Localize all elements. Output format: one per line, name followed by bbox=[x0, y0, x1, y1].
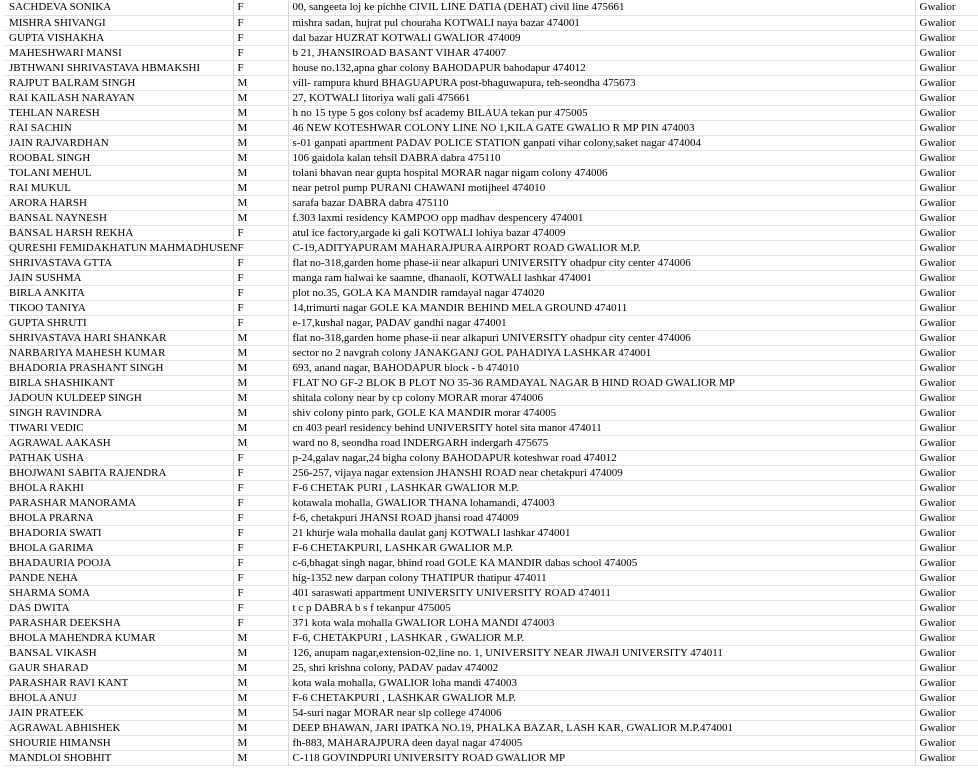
city-cell[interactable]: Gwalior bbox=[915, 690, 978, 705]
city-cell[interactable]: Gwalior bbox=[915, 150, 978, 165]
table-row bbox=[5, 165, 978, 180]
table-row bbox=[5, 255, 978, 270]
table-row bbox=[5, 180, 978, 195]
gender-cell[interactable]: M bbox=[233, 210, 288, 225]
gender-cell[interactable]: F bbox=[233, 315, 288, 330]
name-cell[interactable]: BHOLA ANUJ bbox=[5, 690, 233, 705]
address-cell[interactable]: F-6, CHETAKPURI , LASHKAR , GWALIOR M.P. bbox=[288, 630, 915, 645]
name-cell[interactable]: BHADAURIA POOJA bbox=[5, 555, 233, 570]
city-cell[interactable]: Gwalior bbox=[915, 135, 978, 150]
city-cell[interactable]: Gwalior bbox=[915, 60, 978, 75]
name-cell[interactable]: TIWARI VEDIC bbox=[5, 420, 233, 435]
address-cell[interactable]: sarafa bazar DABRA dabra 475110 bbox=[288, 195, 915, 210]
address-cell[interactable]: shiv colony pinto park, GOLE KA MANDIR morar 474005 bbox=[288, 405, 915, 420]
table-row bbox=[5, 420, 978, 435]
name-cell[interactable]: QURESHI FEMIDAKHATUN MAHMADHUSEN bbox=[5, 240, 233, 255]
name-cell[interactable]: SHOURIE HIMANSH bbox=[5, 735, 233, 750]
city-cell[interactable]: Gwalior bbox=[915, 75, 978, 90]
name-cell[interactable]: MAHESHWARI MANSI bbox=[5, 45, 233, 60]
table-row bbox=[5, 75, 978, 90]
name-cell[interactable]: PANDE NEHA bbox=[5, 570, 233, 585]
table-row bbox=[5, 0, 978, 15]
name-cell[interactable]: RAJPUT BALRAM SINGH bbox=[5, 75, 233, 90]
name-cell[interactable]: BHADORIA PRASHANT SINGH bbox=[5, 360, 233, 375]
table-row bbox=[5, 375, 978, 390]
gender-cell[interactable]: F bbox=[233, 45, 288, 60]
name-cell[interactable]: BANSAL VIKASH bbox=[5, 645, 233, 660]
address-cell[interactable]: DEEP BHAWAN, JARI IPATKA NO.19, PHALKA BAZAR, LASH KAR, GWALIOR M.P.474001 bbox=[288, 720, 915, 735]
city-cell[interactable]: Gwalior bbox=[915, 660, 978, 675]
name-cell[interactable]: BHOLA GARIMA bbox=[5, 540, 233, 555]
gender-cell[interactable]: M bbox=[233, 720, 288, 735]
gender-cell[interactable]: M bbox=[233, 195, 288, 210]
address-cell[interactable]: 27, KOTWALI litoriya wali gali 475661 bbox=[288, 90, 915, 105]
name-cell[interactable]: TIKOO TANIYA bbox=[5, 300, 233, 315]
table-row bbox=[5, 480, 978, 495]
city-cell[interactable]: Gwalior bbox=[915, 735, 978, 750]
table-row bbox=[5, 210, 978, 225]
address-cell[interactable]: mishra sadan, hujrat pul chouraha KOTWALI naya bazar 474001 bbox=[288, 15, 915, 30]
gender-cell[interactable]: F bbox=[233, 480, 288, 495]
table-row bbox=[5, 120, 978, 135]
table-row bbox=[5, 45, 978, 60]
table-row bbox=[5, 285, 978, 300]
city-cell[interactable]: Gwalior bbox=[915, 585, 978, 600]
table-row bbox=[5, 405, 978, 420]
city-cell[interactable]: Gwalior bbox=[915, 105, 978, 120]
city-cell[interactable]: Gwalior bbox=[915, 210, 978, 225]
table-row bbox=[5, 105, 978, 120]
name-cell[interactable]: MANDLOI SHOBHIT bbox=[5, 750, 233, 765]
address-cell[interactable]: shitala colony near by cp colony MORAR morar 474006 bbox=[288, 390, 915, 405]
city-cell[interactable]: Gwalior bbox=[915, 675, 978, 690]
city-cell[interactable]: Gwalior bbox=[915, 465, 978, 480]
name-cell[interactable]: PARASHAR RAVI KANT bbox=[5, 675, 233, 690]
gender-cell[interactable]: F bbox=[233, 240, 288, 255]
address-cell[interactable]: 46 NEW KOTESHWAR COLONY LINE NO 1,KILA GATE GWALIO R MP PIN 474003 bbox=[288, 120, 915, 135]
table-row bbox=[5, 60, 978, 75]
gender-cell[interactable]: M bbox=[233, 75, 288, 90]
table-row bbox=[5, 150, 978, 165]
name-cell[interactable]: JAIN SUSHMA bbox=[5, 270, 233, 285]
name-cell[interactable]: DAS DWITA bbox=[5, 600, 233, 615]
table-row bbox=[5, 600, 978, 615]
gender-cell[interactable]: F bbox=[233, 585, 288, 600]
gender-cell[interactable]: M bbox=[233, 420, 288, 435]
gender-cell[interactable]: F bbox=[233, 615, 288, 630]
gender-cell[interactable]: M bbox=[233, 180, 288, 195]
gender-cell[interactable]: M bbox=[233, 375, 288, 390]
city-cell[interactable]: Gwalior bbox=[915, 405, 978, 420]
address-cell[interactable]: flat no-318,garden home phase-ii near alkapuri UNIVERSITY ohadpur city center 474006 bbox=[288, 330, 915, 345]
table-row bbox=[5, 630, 978, 645]
name-cell[interactable]: ROOBAL SINGH bbox=[5, 150, 233, 165]
address-cell[interactable]: FLAT NO GF-2 BLOK B PLOT NO 35-36 RAMDAYAL NAGAR B HIND ROAD GWALIOR MP bbox=[288, 375, 915, 390]
name-cell[interactable]: AGRAWAL AAKASH bbox=[5, 435, 233, 450]
name-cell[interactable]: BHOLA RAKHI bbox=[5, 480, 233, 495]
gender-cell[interactable]: M bbox=[233, 90, 288, 105]
gender-cell[interactable]: M bbox=[233, 705, 288, 720]
gender-cell[interactable]: M bbox=[233, 660, 288, 675]
address-cell[interactable]: t c p DABRA b s f tekanpur 475005 bbox=[288, 600, 915, 615]
table-body bbox=[5, 0, 978, 765]
gender-cell[interactable]: F bbox=[233, 285, 288, 300]
gender-cell[interactable]: F bbox=[233, 15, 288, 30]
gender-cell[interactable]: M bbox=[233, 690, 288, 705]
city-cell[interactable]: Gwalior bbox=[915, 525, 978, 540]
table-row bbox=[5, 750, 978, 765]
name-cell[interactable]: SHRIVASTAVA GTTA bbox=[5, 255, 233, 270]
name-cell[interactable]: BIRLA SHASHIKANT bbox=[5, 375, 233, 390]
address-cell[interactable]: s-01 ganpati apartment PADAV POLICE STATION ganpati vihar colony,saket nagar 474004 bbox=[288, 135, 915, 150]
name-cell[interactable]: TEHLAN NARESH bbox=[5, 105, 233, 120]
city-cell[interactable]: Gwalior bbox=[915, 285, 978, 300]
table-row bbox=[5, 330, 978, 345]
gender-cell[interactable]: M bbox=[233, 165, 288, 180]
table-row bbox=[5, 450, 978, 465]
name-cell[interactable]: SACHDEVA SONIKA bbox=[5, 0, 233, 15]
address-cell[interactable]: tolani bhavan near gupta hospital MORAR nagar nigam colony 474006 bbox=[288, 165, 915, 180]
city-cell[interactable]: Gwalior bbox=[915, 720, 978, 735]
gender-cell[interactable]: F bbox=[233, 600, 288, 615]
gender-cell[interactable]: M bbox=[233, 150, 288, 165]
table-row bbox=[5, 360, 978, 375]
city-cell[interactable]: Gwalior bbox=[915, 375, 978, 390]
table-row bbox=[5, 345, 978, 360]
name-cell[interactable]: MISHRA SHIVANGI bbox=[5, 15, 233, 30]
address-cell[interactable]: ward no 8, seondha road INDERGARH indergarh 475675 bbox=[288, 435, 915, 450]
table-row bbox=[5, 735, 978, 750]
table-row bbox=[5, 510, 978, 525]
table-row bbox=[5, 555, 978, 570]
gender-cell[interactable]: M bbox=[233, 330, 288, 345]
name-cell[interactable]: TOLANI MEHUL bbox=[5, 165, 233, 180]
table-row bbox=[5, 315, 978, 330]
city-cell[interactable]: Gwalior bbox=[915, 330, 978, 345]
table-row bbox=[5, 690, 978, 705]
city-cell[interactable]: Gwalior bbox=[915, 570, 978, 585]
address-cell[interactable]: house no.132,apna ghar colony BAHODAPUR bahodapur 474012 bbox=[288, 60, 915, 75]
address-cell[interactable]: C-118 GOVINDPURI UNIVERSITY ROAD GWALIOR MP bbox=[288, 750, 915, 765]
address-cell[interactable]: 693, anand nagar, BAHODAPUR block - b 474010 bbox=[288, 360, 915, 375]
city-cell[interactable]: Gwalior bbox=[915, 750, 978, 765]
address-cell[interactable]: e-17,kushal nagar, PADAV gandhi nagar 474001 bbox=[288, 315, 915, 330]
gender-cell[interactable]: F bbox=[233, 540, 288, 555]
table-row bbox=[5, 540, 978, 555]
name-cell[interactable]: BHOLA PRARNA bbox=[5, 510, 233, 525]
address-cell[interactable]: f.303 laxmi residency KAMPOO opp madhav despencery 474001 bbox=[288, 210, 915, 225]
address-cell[interactable]: 106 gaidola kalan tehsil DABRA dabra 475110 bbox=[288, 150, 915, 165]
address-cell[interactable]: h no 15 type 5 gos colony bsf academy BILAUA tekan pur 475005 bbox=[288, 105, 915, 120]
name-cell[interactable]: BANSAL HARSH REKHA bbox=[5, 225, 233, 240]
address-cell[interactable]: dal bazar HUZRAT KOTWALI GWALIOR 474009 bbox=[288, 30, 915, 45]
address-cell[interactable]: plot no.35, GOLA KA MANDIR ramdayal nagar 474020 bbox=[288, 285, 915, 300]
gender-cell[interactable]: F bbox=[233, 450, 288, 465]
address-cell[interactable]: flat no-318,garden home phase-ii near alkapuri UNIVERSITY ohadpur city center 474006 bbox=[288, 255, 915, 270]
address-cell[interactable]: atul ice factory,argade ki gali KOTWALI lohiya bazar 474009 bbox=[288, 225, 915, 240]
gender-cell[interactable]: F bbox=[233, 465, 288, 480]
city-cell[interactable]: Gwalior bbox=[915, 390, 978, 405]
name-cell[interactable]: GUPTA SHRUTI bbox=[5, 315, 233, 330]
address-cell[interactable]: C-19,ADITYAPURAM MAHARAJPURA AIRPORT ROAD GWALIOR M.P. bbox=[288, 240, 915, 255]
table-row bbox=[5, 705, 978, 720]
city-cell[interactable]: Gwalior bbox=[915, 495, 978, 510]
gender-cell[interactable]: M bbox=[233, 750, 288, 765]
table-row bbox=[5, 300, 978, 315]
gender-cell[interactable]: M bbox=[233, 645, 288, 660]
gender-cell[interactable]: M bbox=[233, 435, 288, 450]
name-cell[interactable]: BANSAL NAYNESH bbox=[5, 210, 233, 225]
table-row bbox=[5, 30, 978, 45]
gender-cell[interactable]: F bbox=[233, 0, 288, 15]
address-cell[interactable]: 126, anupam nagar,extension-02,line no. 1, UNIVERSITY NEAR JIWAJI UNIVERSITY 474011 bbox=[288, 645, 915, 660]
address-cell[interactable]: hig-1352 new darpan colony THATIPUR thatipur 474011 bbox=[288, 570, 915, 585]
name-cell[interactable]: ARORA HARSH bbox=[5, 195, 233, 210]
gender-cell[interactable]: F bbox=[233, 570, 288, 585]
name-cell[interactable]: JADOUN KULDEEP SINGH bbox=[5, 390, 233, 405]
gender-cell[interactable]: M bbox=[233, 345, 288, 360]
city-cell[interactable]: Gwalior bbox=[915, 480, 978, 495]
address-cell[interactable]: manga ram halwai ke saamne, dhanaoli, KOTWALI lashkar 474001 bbox=[288, 270, 915, 285]
address-cell[interactable]: F-6 CHETAK PURI , LASHKAR GWALIOR M.P. bbox=[288, 480, 915, 495]
city-cell[interactable]: Gwalior bbox=[915, 435, 978, 450]
city-cell[interactable]: Gwalior bbox=[915, 15, 978, 30]
city-cell[interactable]: Gwalior bbox=[915, 120, 978, 135]
city-cell[interactable]: Gwalior bbox=[915, 600, 978, 615]
table-row bbox=[5, 645, 978, 660]
name-cell[interactable]: NARBARIYA MAHESH KUMAR bbox=[5, 345, 233, 360]
name-cell[interactable]: SHARMA SOMA bbox=[5, 585, 233, 600]
city-cell[interactable]: Gwalior bbox=[915, 255, 978, 270]
city-cell[interactable]: Gwalior bbox=[915, 270, 978, 285]
name-cell[interactable]: BHOJWANI SABITA RAJENDRA bbox=[5, 465, 233, 480]
table-row bbox=[5, 720, 978, 735]
gender-cell[interactable]: M bbox=[233, 120, 288, 135]
gender-cell[interactable]: M bbox=[233, 405, 288, 420]
table-row bbox=[5, 495, 978, 510]
gender-cell[interactable]: M bbox=[233, 105, 288, 120]
city-cell[interactable]: Gwalior bbox=[915, 630, 978, 645]
address-cell[interactable]: p-24,galav nagar,24 bigha colony BAHODAPUR koteshwar road 474012 bbox=[288, 450, 915, 465]
table-row bbox=[5, 135, 978, 150]
city-cell[interactable]: Gwalior bbox=[915, 45, 978, 60]
gender-cell[interactable]: F bbox=[233, 555, 288, 570]
city-cell[interactable]: Gwalior bbox=[915, 225, 978, 240]
gender-cell[interactable]: F bbox=[233, 300, 288, 315]
address-cell[interactable]: F-6 CHETAKPURI , LASHKAR GWALIOR M.P. bbox=[288, 690, 915, 705]
address-cell[interactable]: kota wala mohalla, GWALIOR loha mandi 474003 bbox=[288, 675, 915, 690]
table-row bbox=[5, 465, 978, 480]
city-cell[interactable]: Gwalior bbox=[915, 705, 978, 720]
gender-cell[interactable]: M bbox=[233, 630, 288, 645]
name-cell[interactable]: BHADORIA SWATI bbox=[5, 525, 233, 540]
address-cell[interactable]: 371 kota wala mohalla GWALIOR LOHA MANDI 474003 bbox=[288, 615, 915, 630]
gender-cell[interactable]: F bbox=[233, 525, 288, 540]
gender-cell[interactable]: F bbox=[233, 495, 288, 510]
city-cell[interactable]: Gwalior bbox=[915, 195, 978, 210]
gender-cell[interactable]: F bbox=[233, 270, 288, 285]
city-cell[interactable]: Gwalior bbox=[915, 645, 978, 660]
table-row bbox=[5, 195, 978, 210]
name-cell[interactable]: BIRLA ANKITA bbox=[5, 285, 233, 300]
city-cell[interactable]: Gwalior bbox=[915, 360, 978, 375]
name-cell[interactable]: AGRAWAL ABHISHEK bbox=[5, 720, 233, 735]
name-cell[interactable]: PARASHAR MANORAMA bbox=[5, 495, 233, 510]
address-cell[interactable]: 00, sangeeta loj ke pichhe CIVIL LINE DATIA (DEHAT) civil line 475661 bbox=[288, 0, 915, 15]
address-cell[interactable]: 21 khurje wala mohalla daulat ganj KOTWALI lashkar 474001 bbox=[288, 525, 915, 540]
city-cell[interactable]: Gwalior bbox=[915, 0, 978, 15]
name-cell[interactable]: JBTHWANI SHRIVASTAVA HBMAKSHI bbox=[5, 60, 233, 75]
address-cell[interactable]: 256-257, vijaya nagar extension JHANSHI ROAD near chetakpuri 474009 bbox=[288, 465, 915, 480]
address-cell[interactable]: sector no 2 navgrah colony JANAKGANJ GOL PAHADIYA LASHKAR 474001 bbox=[288, 345, 915, 360]
name-cell[interactable]: RAI KAILASH NARAYAN bbox=[5, 90, 233, 105]
table-row bbox=[5, 675, 978, 690]
address-cell[interactable]: 14,trimurti nagar GOLE KA MANDIR BEHIND MELA GROUND 474011 bbox=[288, 300, 915, 315]
city-cell[interactable]: Gwalior bbox=[915, 510, 978, 525]
address-cell[interactable]: near petrol pump PURANI CHAWANI motijheel 474010 bbox=[288, 180, 915, 195]
address-cell[interactable]: 401 saraswati appartment UNIVERSITY UNIVERSITY ROAD 474011 bbox=[288, 585, 915, 600]
address-cell[interactable]: fh-883, MAHARAJPURA deen dayal nagar 474005 bbox=[288, 735, 915, 750]
address-cell[interactable]: 25, shri krishna colony, PADAV padav 474002 bbox=[288, 660, 915, 675]
city-cell[interactable]: Gwalior bbox=[915, 615, 978, 630]
name-cell[interactable]: JAIN PRATEEK bbox=[5, 705, 233, 720]
name-cell[interactable]: RAI SACHIN bbox=[5, 120, 233, 135]
gender-cell[interactable]: F bbox=[233, 60, 288, 75]
table-row bbox=[5, 270, 978, 285]
city-cell[interactable]: Gwalior bbox=[915, 345, 978, 360]
gender-cell[interactable]: M bbox=[233, 390, 288, 405]
name-cell[interactable]: BHOLA MAHENDRA KUMAR bbox=[5, 630, 233, 645]
address-cell[interactable]: c-6,bhagat singh nagar, bhind road GOLE KA MANDIR dabas school 474005 bbox=[288, 555, 915, 570]
city-cell[interactable]: Gwalior bbox=[915, 240, 978, 255]
name-cell[interactable]: RAI MUKUL bbox=[5, 180, 233, 195]
gender-cell[interactable]: F bbox=[233, 225, 288, 240]
gender-cell[interactable]: F bbox=[233, 30, 288, 45]
city-cell[interactable]: Gwalior bbox=[915, 420, 978, 435]
city-cell[interactable]: Gwalior bbox=[915, 165, 978, 180]
gender-cell[interactable]: M bbox=[233, 675, 288, 690]
table-row bbox=[5, 585, 978, 600]
table-row bbox=[5, 240, 978, 255]
name-cell[interactable]: SINGH RAVINDRA bbox=[5, 405, 233, 420]
table-row bbox=[5, 225, 978, 240]
table-row bbox=[5, 615, 978, 630]
city-cell[interactable]: Gwalior bbox=[915, 315, 978, 330]
gender-cell[interactable]: M bbox=[233, 735, 288, 750]
name-cell[interactable]: PATHAK USHA bbox=[5, 450, 233, 465]
address-cell[interactable]: f-6, chetakpuri JHANSI ROAD jhansi road 474009 bbox=[288, 510, 915, 525]
address-cell[interactable]: kotawala mohalla, GWALIOR THANA lohamandi, 474003 bbox=[288, 495, 915, 510]
table-row bbox=[5, 15, 978, 30]
data-table bbox=[5, 0, 978, 766]
address-cell[interactable]: F-6 CHETAKPURI, LASHKAR GWALIOR M.P. bbox=[288, 540, 915, 555]
city-cell[interactable]: Gwalior bbox=[915, 450, 978, 465]
table-row bbox=[5, 525, 978, 540]
address-cell[interactable]: b 21, JHANSIROAD BASANT VIHAR 474007 bbox=[288, 45, 915, 60]
table-row bbox=[5, 90, 978, 105]
table-row bbox=[5, 435, 978, 450]
city-cell[interactable]: Gwalior bbox=[915, 30, 978, 45]
table-row bbox=[5, 660, 978, 675]
address-cell[interactable]: vill- rampura khurd BHAGUAPURA post-bhaguwapura, teh-seondha 475673 bbox=[288, 75, 915, 90]
name-cell[interactable]: GUPTA VISHAKHA bbox=[5, 30, 233, 45]
gender-cell[interactable]: M bbox=[233, 360, 288, 375]
city-cell[interactable]: Gwalior bbox=[915, 555, 978, 570]
name-cell[interactable]: JAIN RAJVARDHAN bbox=[5, 135, 233, 150]
city-cell[interactable]: Gwalior bbox=[915, 300, 978, 315]
gender-cell[interactable]: F bbox=[233, 255, 288, 270]
gender-cell[interactable]: M bbox=[233, 135, 288, 150]
address-cell[interactable]: 54-suri nagar MORAR near slp college 474006 bbox=[288, 705, 915, 720]
address-cell[interactable]: cn 403 pearl residency behind UNIVERSITY hotel sita manor 474011 bbox=[288, 420, 915, 435]
name-cell[interactable]: PARASHAR DEEKSHA bbox=[5, 615, 233, 630]
city-cell[interactable]: Gwalior bbox=[915, 540, 978, 555]
name-cell[interactable]: GAUR SHARAD bbox=[5, 660, 233, 675]
gender-cell[interactable]: F bbox=[233, 510, 288, 525]
table-row bbox=[5, 570, 978, 585]
city-cell[interactable]: Gwalior bbox=[915, 90, 978, 105]
city-cell[interactable]: Gwalior bbox=[915, 180, 978, 195]
table-row bbox=[5, 390, 978, 405]
name-cell[interactable]: SHRIVASTAVA HARI SHANKAR bbox=[5, 330, 233, 345]
